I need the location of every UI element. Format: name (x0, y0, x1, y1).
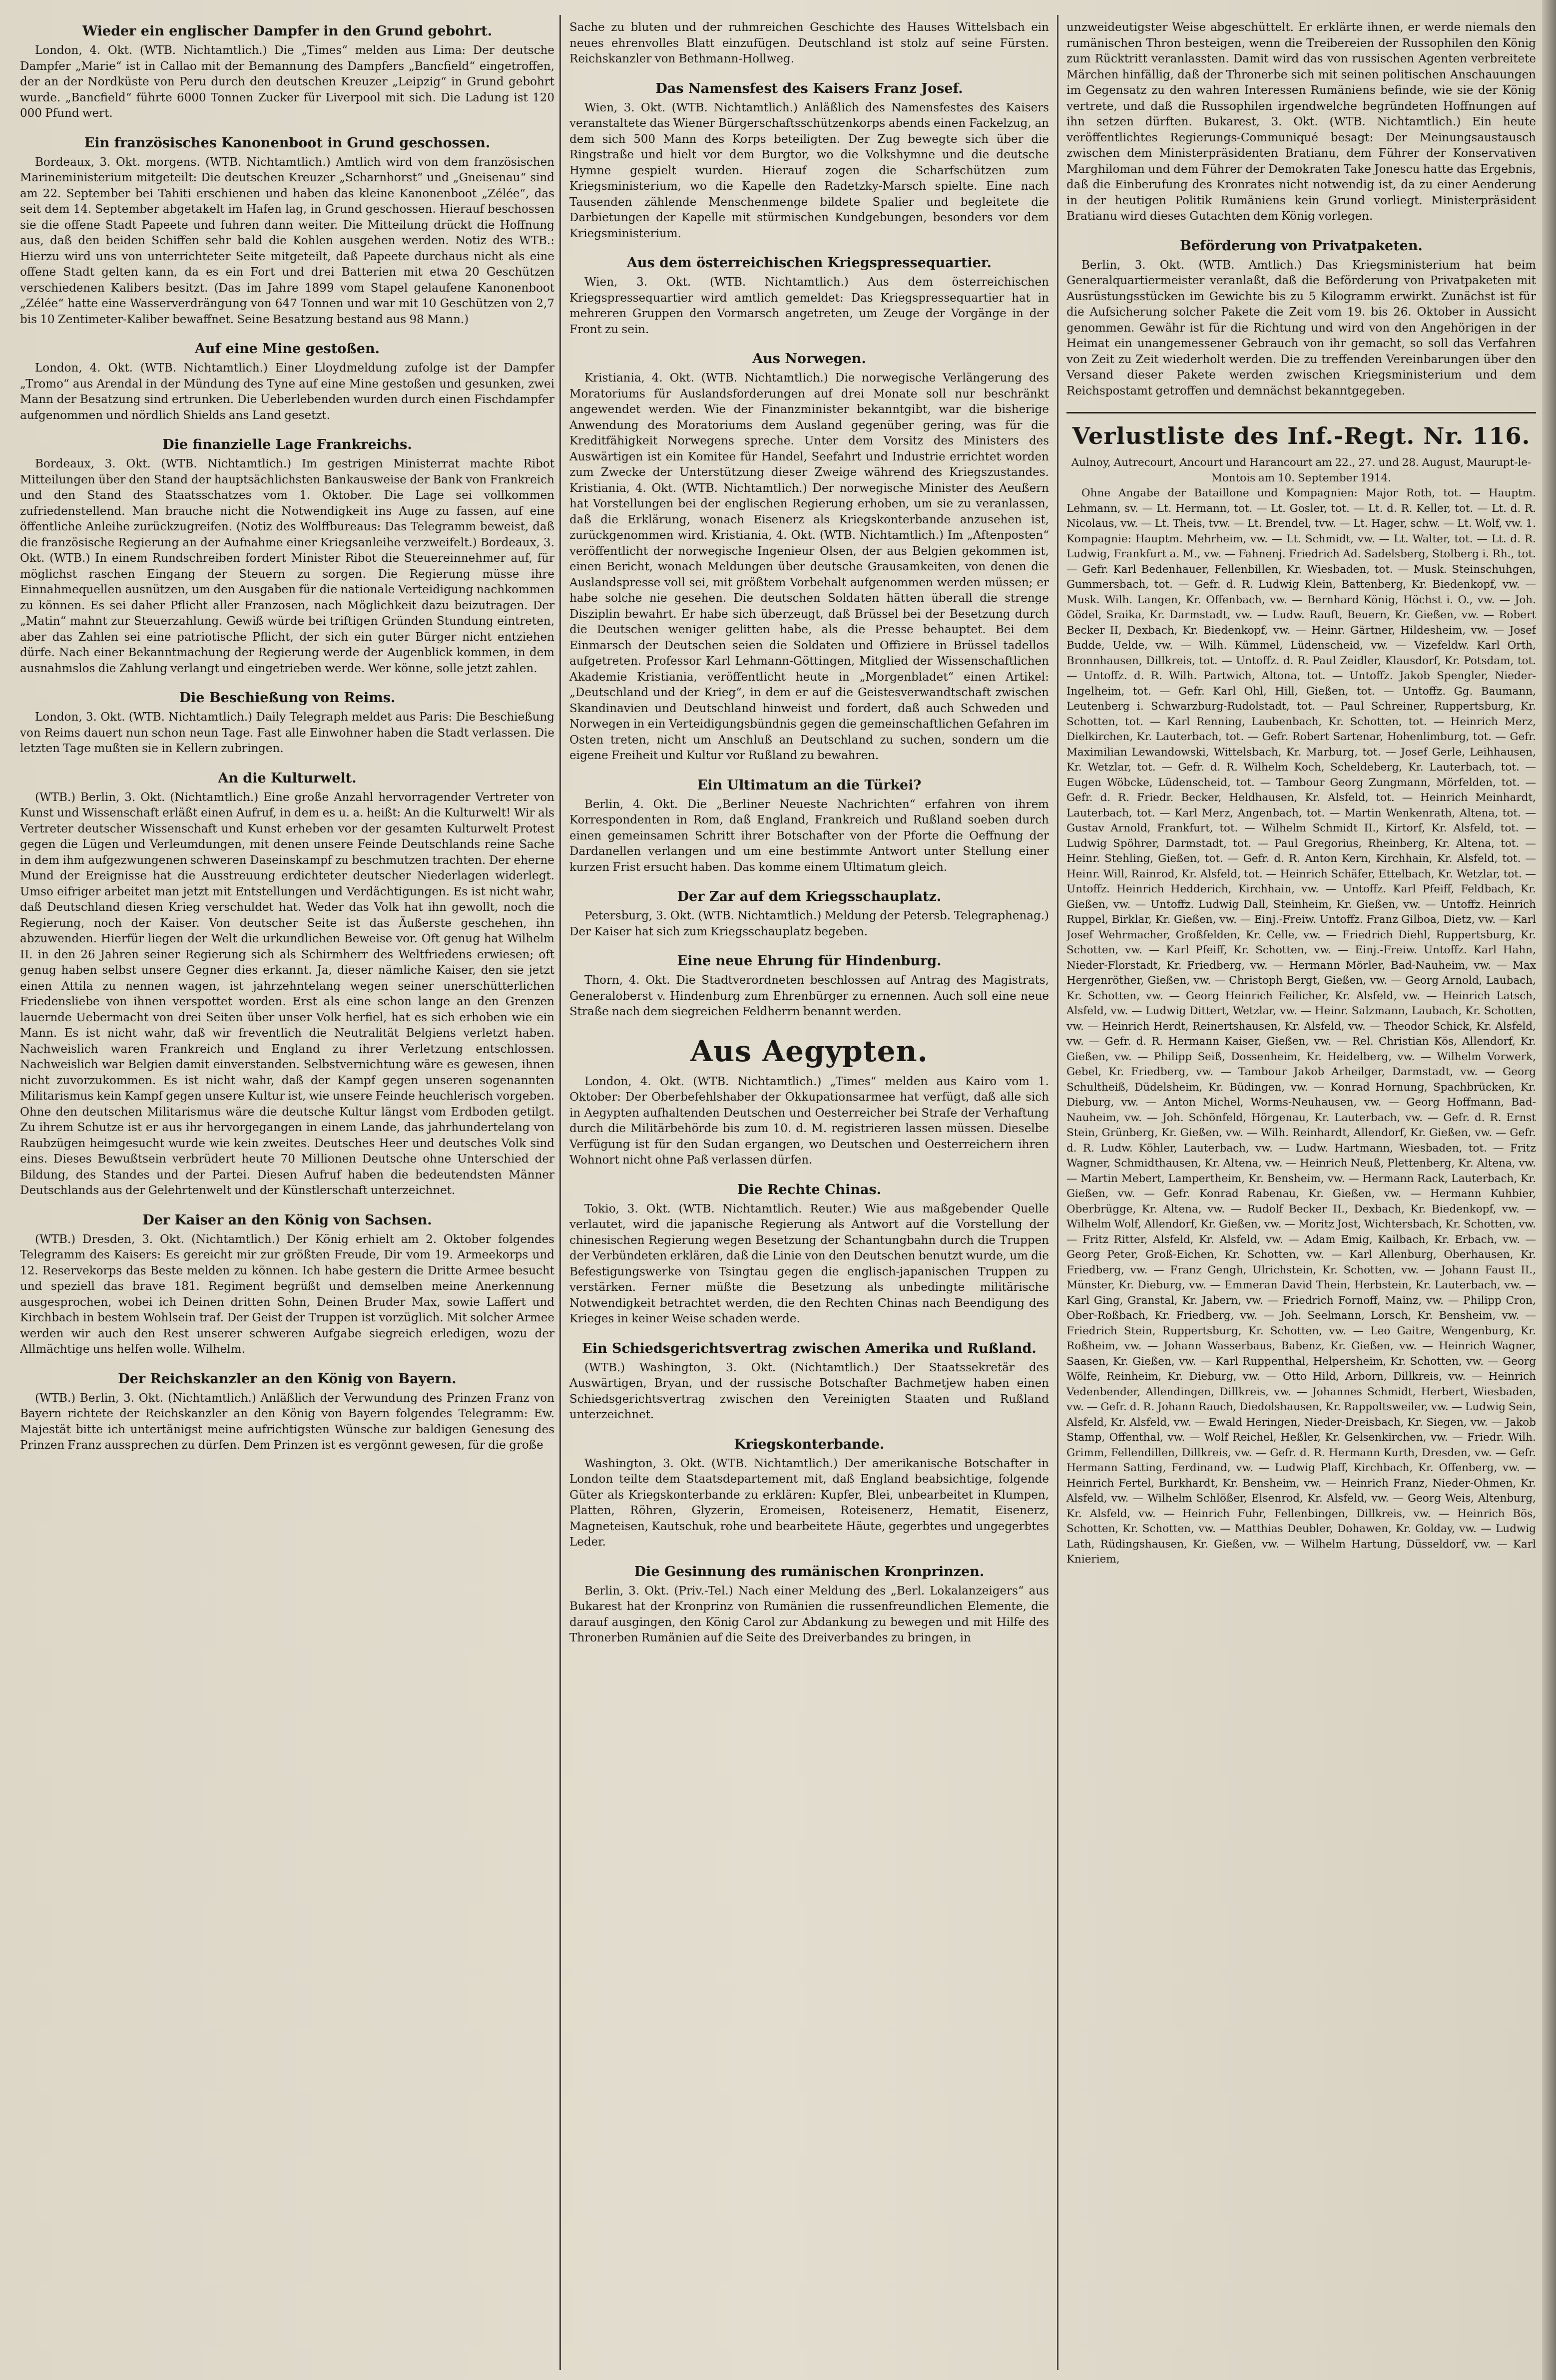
article (20, 23, 554, 122)
article-body: unzweideutigster Weise abgeschüttelt. Er erklärte ihnen, er werde niemals den rumänischen Thron besteigen, wenn die Treibereien der Russophilen den König zum Rücktritt veranlassten. Damit wird das von russischen Agenten verbreitete Märchen hinfällig, daß der Thronerbe sich mit seinen politischen Anschauungen im Gegensatz zu den wahren Interessen Rumäniens befinde, wie sie der König vertrete, und daß die Russophilen irgendwelche begründeten Hoffnungen auf ihn setzen dürften. Bukarest, 3. Okt. (WTB. Nichtamtlich.) Ein heute veröffentlichtes Regierungs-Communiqué besagt: Der Meinungsaustausch zwischen dem Ministerpräsidenten Bratianu, dem Führer der Konservativen Marghiloman und dem Führer der Demokraten Take Jonescu hatte das Ergebnis, daß die Einberufung des Kronrates nicht notwendig ist, da zu einer Aenderung in der heutigen Politik Rumäniens kein Grund vorliegt. Ministerpräsident Bratianu wird dieses Gutachten dem König vorlegen. (1066, 21, 1536, 223)
article-headline: Ein französisches Kanonenboot in Grund geschossen. (84, 135, 491, 151)
article-body: London, 4. Okt. (WTB. Nichtamtlich.) „Times“ melden aus Kairo vom 1. Oktober: Der Oberbefehlshaber der Okkupationsarmee hat verfügt, daß alle sich in Aegypten aufhaltenden Deutschen und Oesterreicher bei Strafe der Verhaftung durch die Militärbehörde bis zum 10. d. M. registrieren lassen müssen. Dieselbe Verfügung ist für den Sudan ergangen, wo Deutschen und Oesterreichern ihren Wohnort nicht ohne Paß verlassen dürfen. (569, 1075, 1049, 1167)
article-body: London, 3. Okt. (WTB. Nichtamtlich.) Daily Telegraph meldet aus Paris: Die Beschießung von Reims dauert nun schon neun Tage. Fast alle Einwohner haben die Stadt verlassen. Die letzten Tage mußten sie in Kellern zubringen. (20, 711, 554, 755)
article-headline: Aus Aegypten. (690, 1034, 928, 1068)
article-headline: Der Kaiser an den König von Sachsen. (142, 1212, 432, 1228)
article (569, 351, 1049, 764)
article-body: (WTB.) Berlin, 3. Okt. (Nichtamtlich.) Anläßlich der Verwundung des Prinzen Franz von Bayern richtete der Reichskanzler an den König von Bayern folgendes Telegramm: Ew. Majestät bitte ich untertänigst meine aufrichtigsten Wünsche zur baldigen Genesung des Prinzen Franz aussprechen zu dürfen. Dem Prinzen ist es vergönnt gewesen, für die große (20, 1391, 554, 1452)
article (569, 1182, 1049, 1327)
casualty-list (1066, 421, 1536, 1568)
article (569, 777, 1049, 876)
page-edge (1542, 0, 1556, 2380)
article-headline: Die finanzielle Lage Frankreichs. (162, 437, 412, 452)
article-headline: Auf eine Mine gestoßen. (194, 341, 380, 357)
column-rule (1057, 15, 1058, 2370)
article-body: Berlin, 3. Okt. (WTB. Amtlich.) Das Kriegsministerium hat beim Generalquartiermeister veranlaßt, daß die Beförderung von Privatpaketen mit Ausrüstungsstücken im Gewichte bis zu 5 Kilogramm erwirkt. Zunächst ist für die Aufsicherung solcher Pakete die Zeit vom 19. bis 26. Oktober in Aussicht genommen. Gewähr ist für die Richtung und wird von den Angehörigen in der Heimat ein unangemessener Gebrauch von ihr gemacht, so soll das Verfahren von Zeit zu Zeit wiederholt werden. Die zu treffenden Vereinbarungen über den Versand dieser Pakete werden zwischen Kriegsministerium und dem Reichspostamt getroffen und demnächst bekanntgegeben. (1066, 258, 1536, 397)
column-3 (1066, 20, 1536, 2365)
article (569, 953, 1049, 1020)
article (20, 770, 554, 1199)
article (20, 1371, 554, 1454)
article-headline: Wieder ein englischer Dampfer in den Grund gebohrt. (82, 23, 493, 39)
article (20, 1212, 554, 1358)
article-body: (WTB.) Berlin, 3. Okt. (Nichtamtlich.) Eine große Anzahl hervorragender Vertreter von Kunst und Wissenschaft erläßt einen Aufruf, in dem es u. a. heißt: An die Kulturwelt! Wir als Vertreter deutscher Wissenschaft und Kunst erheben vor der gesamten Kulturwelt Protest gegen die Lügen und Verleumdungen, mit denen unsere Feinde Deutschlands reine Sache in dem ihm aufgezwungenen schweren Daseinskampf zu beschmutzen trachten. Der eherne Mund der Ereignisse hat die Ausstreuung erdichteter deutscher Niederlagen widerlegt. Umso eifriger arbeitet man jetzt mit Entstellungen und Verdächtigungen. Es ist nicht wahr, daß Deutschland diesen Krieg verschuldet hat. Weder das Volk hat ihn gewollt, noch die Regierung, noch der Kaiser. Von deutscher Seite ist das Äußerste geschehen, ihn abzuwenden. Hierfür liegen der Welt die urkundlichen Beweise vor. Oft genug hat Wilhelm II. in den 26 Jahren seiner Regierung sich als Schirmherr des Weltfriedens erwiesen; oft genug haben selbst unsere Gegner dies erkannt. Ja, dieser nämliche Kaiser, den sie jetzt einen Attila zu nennen wagen, ist jahrzehntelang wegen seiner unerschütterlichen Friedensliebe von ihnen verspottet worden. Erst als eine schon lange an den Grenzen lauernde Uebermacht von drei Seiten über unser Volk herfiel, hat es sich erhoben wie ein Mann. Es ist nicht wahr, daß wir freventlich die Neutralität Belgiens verletzt haben. Nachweislich waren Frankreich und England zu ihrer Verletzung entschlossen. Nachweislich war Belgien damit einverstanden. Selbstvernichtung wäre es gewesen, ihnen nicht zuvorzukommen. Es ist nicht wahr, daß der Kampf gegen unseren sogenannten Militarismus kein Kampf gegen unsere Kultur ist, wie unsere Feinde heuchlerisch vorgeben. Ohne den deutschen Militarismus wäre die deutsche Kultur längst vom Erdboden getilgt. Zu ihrem Schutze ist er aus ihr hervorgegangen in einem Lande, das jahrhundertelang von Raubzügen heimgesucht wurde wie kein zweites. Deutsches Heer und deutsches Volk sind eins. Dieses Bewußtsein verbrüdert heute 70 Millionen Deutsche ohne Unterschied der Bildung, des Standes und der Partei. Diesen Aufruf haben die bedeutendsten Männer Deutschlands aus der Gelehrtenwelt und der Künstlerschaft unterzeichnet. (20, 791, 554, 1197)
article-headline: Aus dem österreichischen Kriegspressequartier. (626, 255, 992, 271)
article (569, 255, 1049, 338)
column-rule (559, 15, 561, 2370)
casualty-list-intro: Aulnoy, Autrecourt, Ancourt und Harancourt am 22., 27. und 28. August, Maurupt-le-Montois am 10. September 1914. (1071, 456, 1532, 484)
article-body: Sache zu bluten und der ruhmreichen Geschichte des Hauses Wittelsbach ein neues ehrenvolles Blatt einzufügen. Deutschland ist stolz auf seine Fürsten. Reichskanzler von Bethmann-Hollweg. (569, 21, 1049, 65)
column-2 (569, 20, 1049, 2365)
article-body: London, 4. Okt. (WTB. Nichtamtlich.) Die „Times“ melden aus Lima: Der deutsche Dampfer „Marie“ ist in Callao mit der Bemannung des Dampfers „Bancfield“ eingetroffen, der an der Nordküste von Peru durch den deutschen Kreuzer „Leipzig“ in Grund gebohrt wurde. „Bancfield“ führte 6000 Tonnen Zucker für Liverpool mit sich. Die Ladung ist 120 000 Pfund wert. (20, 44, 554, 120)
column-1 (20, 20, 554, 2365)
article-headline: An die Kulturwelt. (218, 770, 357, 786)
article-body: Wien, 3. Okt. (WTB. Nichtamtlich.) Anläßlich des Namensfestes des Kaisers veranstaltete das Wiener Bürgerschaftsschützenkorps abends einen Fackelzug, an dem sich 500 Mann des Korps beteiligten. Der Zug bewegte sich über die Ringstraße und hielt vor dem Burgtor, wo die Volkshymne und die deutsche Hymne gespielt wurden. Hierauf zogen die Scharfschützen zum Kriegsministerium, wo die Kapelle den Radetzky-Marsch spielte. Eine nach Tausenden zählende Menschenmenge bildete Spalier und begleitete die Darbietungen der Kapelle mit stürmischen Kundgebungen, besonders vor dem Kriegsministerium. (569, 101, 1049, 240)
article (20, 690, 554, 757)
article-headline: Der Reichskanzler an den König von Bayern. (118, 1371, 457, 1387)
article (20, 135, 554, 328)
article-headline: Die Beschießung von Reims. (179, 690, 396, 706)
article-body: (WTB.) Washington, 3. Okt. (Nichtamtlich.) Der Staatssekretär des Auswärtigen, Bryan, und der russische Botschafter Bachmetjew haben einen Schiedsgerichtsvertrag zwischen den Vereinigten Staaten und Rußland unterzeichnet. (569, 1361, 1049, 1421)
article-body: Berlin, 3. Okt. (Priv.-Tel.) Nach einer Meldung des „Berl. Lokalanzeigers“ aus Bukarest hat der Kronprinz von Rumänien die russenfreundlichen Elemente, die darauf ausgingen, den König Carol zur Abdankung zu bewegen und mit Hilfe des Thronerben Rumänien auf die Seite des Dreiverbandes zu bringen, in (569, 1584, 1049, 1644)
article-headline: Die Rechte Chinas. (737, 1182, 882, 1197)
article (569, 1033, 1049, 1169)
article-body: Bordeaux, 3. Okt. (WTB. Nichtamtlich.) Im gestrigen Ministerrat machte Ribot Mitteilungen über den Stand der hauptsächlichsten Bankausweise der Bank von Frankreich und den Stand des Staatsschatzes vom 1. Oktober. Die Lage sei vollkommen zufriedenstellend. Man brauche nicht die Notwendigkeit ins Auge zu fassen, auf eine öffentliche Anleihe zurückzugreifen. (Notiz des Wolffbureaus: Das Telegramm beweist, daß die französische Regierung an der Aufnahme einer Kriegsanleihe verzweifelt.) Bordeaux, 3. Okt. (WTB.) In einem Rundschreiben fordert Minister Ribot die Steuereinnehmer auf, für möglichst raschen Eingang der Steuern zu sorgen. Die Regierung müsse ihre Einnahmequellen ausnützen, um den Ausgaben für die nationale Verteidigung nachkommen zu können. Es sei daher Pflicht aller Franzosen, nach Möglichkeit dazu beizutragen. Der „Matin“ mahnt zur Steuerzahlung. Gewiß würde bei triftigen Gründen Stundung eintreten, aber das Zahlen sei eine patriotische Pflicht, der sich ein guter Bürger nicht entziehen dürfe. Nach einer Bekanntmachung der Regierung werde der Augenblick kommen, in dem ausnahmslos die Zahlung verlangt und eingetrieben werde. Wer könne, solle jetzt zahlen. (20, 457, 554, 675)
casualty-list-title: Verlustliste des Inf.-Regt. Nr. 116. (1072, 422, 1531, 449)
article-body: Berlin, 4. Okt. Die „Berliner Neueste Nachrichten“ erfahren von ihrem Korrespondenten in Rom, daß England, Frankreich und Rußland soeben durch einen gemeinsamen Schritt ihrer Botschafter von der Pforte die Oeffnung der Dardanellen verlangen und um eine bestimmte Antwort unter Stellung einer kurzen Frist ersucht haben. Das komme einem Ultimatum gleich. (569, 797, 1049, 874)
article (20, 341, 554, 423)
article (20, 436, 554, 677)
article-body: (WTB.) Dresden, 3. Okt. (Nichtamtlich.) Der König erhielt am 2. Oktober folgendes Telegramm des Kaisers: Es gereicht mir zur größten Freude, Dir vom 19. Armeekorps und 12. Reservekorps das Beste melden zu können. Ich habe gestern die Dritte Armee besucht und speziell das brave 181. Regiment begrüßt und demselben meine Anerkennung ausgesprochen, wobei ich Deinen dritten Sohn, Deinen Bruder Max, sowie Laffert und Kirchbach in bestem Wohlsein traf. Der Geist der Truppen ist vorzüglich. Mit solcher Armee werden wir auch den Rest unserer schweren Aufgabe siegreich erledigen, wozu der Allmächtige uns helfen wolle. Wilhelm. (20, 1232, 554, 1356)
article (569, 888, 1049, 940)
article-headline: Die Gesinnung des rumänischen Kronprinzen. (634, 1564, 985, 1580)
article (569, 1564, 1049, 1646)
article-body: Tokio, 3. Okt. (WTB. Nichtamtlich. Reuter.) Wie aus maßgebender Quelle verlautet, wird die japanische Regierung als Antwort auf die Vorstellung der chinesischen Regierung wegen Besetzung der Schantungbahn durch die Truppen der Verbündeten erklären, daß die Linie von den Deutschen benutzt wurde, um die Befestigungswerke von Tsingtau gegen die englisch-japanischen Truppen zu verstärken. Ferner müßte die Besetzung als unbedingte militärische Notwendigkeit betrachtet werden, die den Rechten Chinas nach Beendigung des Krieges in keiner Weise schaden werde. (569, 1202, 1049, 1325)
article-headline: Ein Schiedsgerichtsvertrag zwischen Amerika und Rußland. (582, 1340, 1037, 1356)
article-body: Wien, 3. Okt. (WTB. Nichtamtlich.) Aus dem österreichischen Kriegspressequartier wird amtlich gemeldet: Das Kriegspressequartier hat in mehreren Gruppen den Vormarsch angetreten, um Zeuge der Vorgänge in der Front zu sein. (569, 276, 1049, 336)
article (1066, 238, 1536, 399)
article-body: Kristiania, 4. Okt. (WTB. Nichtamtlich.) Die norwegische Verlängerung des Moratoriums für Auslandsforderungen auf drei Monate soll nur beschränkt angewendet werden. Wie der Finanzminister bekanntgibt, war die bisherige Anwendung des Moratoriums dem Ausland gegenüber gering, was für die Kreditfähigkeit Norwegens spreche. Unter dem Vorsitz des Ministers des Auswärtigen ist ein Komitee für Handel, Seefahrt und Industrie errichtet worden zum Zwecke der Unterstützung dieser Zweige während des Kriegszustandes. Kristiania, 4. Okt. (WTB. Nichtamtlich.) Der norwegische Minister des Aeußern hat Vorstellungen bei der englischen Regierung erhoben, um sie zu veranlassen, daß die Erklärung, wonach Eisenerz als Kriegskonterbande anzusehen ist, zurückgenommen wird. Kristiania, 4. Okt. (WTB. Nichtamtlich.) Im „Aftenposten“ veröffentlicht der norwegische Ingenieur Olsen, der aus Belgien gekommen ist, einen Bericht, wonach Meldungen über deutsche Grausamkeiten, von denen die Auslandspresse voll sei, mit größtem Vorbehalt aufgenommen werden müssen; er habe solche nie gesehen. Die deutschen Soldaten hätten überall die strenge Disziplin bewahrt. Er habe sich überzeugt, daß Brüssel bei der Besetzung durch die Deutschen weniger gelitten habe, als die Presse behauptet. Bei dem Einmarsch der Deutschen seien die Soldaten und Offiziere in Brüssel tadellos aufgetreten. Professor Karl Lehmann-Göttingen, Mitglied der Wissenschaftlichen Akademie Kristiania, veröffentlicht heute in „Morgenbladet“ einen Artikel: „Deutschland und der Krieg“, in dem er auf die Geistesverwandtschaft zwischen Skandinavien und Deutschland hinweist und fordert, daß auch Schweden und Norwegen in ein Verteidigungsbündnis gegen die gemeinschaftlichen Gefahren im Osten treten, nicht um Anschluß an Deutschland zu suchen, sondern um die eigene Freiheit und Kultur vor Rußland zu bewahren. (569, 372, 1049, 762)
section-rule (1066, 412, 1536, 413)
article (569, 80, 1049, 242)
article-headline: Der Zar auf dem Kriegsschauplatz. (677, 889, 942, 904)
article (569, 1340, 1049, 1423)
article (569, 20, 1049, 67)
article-body: Petersburg, 3. Okt. (WTB. Nichtamtlich.) Meldung der Petersb. Telegraphenag.) Der Kaiser hat sich zum Kriegsschauplatz begeben. (569, 909, 1049, 938)
casualty-list-text: Ohne Angabe der Bataillone und Kompagnien: Major Roth, tot. — Hauptm. Lehmann, sv. — Lt. Hermann, tot. — Lt. Gosler, tot. — Lt. d. R. Keller, tot. — Lt. d. R. Nicolaus, vw. — Lt. Theis, tvw. — Lt. Brendel, tvw. — Lt. Hager, schw. — Lt. Wolf, vw. 1. Kompagnie: Hauptm. Mehrheim, vw. — Lt. Schmidt, vw. — Lt. Walter, tot. — Lt. d. R. Ludwig, Frankfurt a. M., vw. — Fahnenj. Friedrich Ad. Sadelsberg, Stolberg i. Rh., tot. — Gefr. Karl Bedenhauer, Fellenbillen, Kr. Wiesbaden, tot. — Musk. Steinschuhgen, Gummersbach, tot. — Gefr. d. R. Ludwig Klein, Battenberg, Kr. Biedenkopf, vw. — Musk. Wilh. Langen, Kr. Offenbach, vw. — Bernhard König, Höchst i. O., vw. — Joh. Gödel, Sraika, Kr. Darmstadt, vw. — Ludw. Rauft, Beuern, Kr. Gießen, vw. — Robert Becker II, Dexbach, Kr. Biedenkopf, vw. — Heinr. Gärtner, Hildesheim, vw. — Josef Budde, Uelde, vw. — Wilh. Kümmel, Lüdenscheid, vw. — Vizefeldw. Karl Orth, Bronnhausen, Dillkreis, tot. — Untoffz. d. R. Paul Zeidler, Klausdorf, Kr. Potsdam, tot. — Untoffz. d. R. Wilh. Partwich, Altona, tot. — Untoffz. Jakob Spengler, Nieder-Ingelheim, tot. — Gefr. Karl Ohl, Hill, Gießen, tot. — Untoffz. Gg. Baumann, Leutenberg i. Schwarzburg-Rudolstadt, tot. — Paul Schreiner, Ruppertsburg, Kr. Schotten, tot. — Karl Renning, Laubenbach, Kr. Schotten, tot. — Heinrich Merz, Dielkirchen, Kr. Lauterbach, tot. — Gefr. Robert Sartenar, Hohenlimburg, tot. — Gefr. Maximilian Lewandowski, Wittelsbach, Kr. Marburg, tot. — Josef Gerle, Leihhausen, Kr. Wetzlar, tot. — Gefr. d. R. Wilhelm Koch, Scheldeberg, Kr. Lauterbach, tot. — Eugen Wöbcke, Lüdenscheid, tot. — Tambour Georg Zungmann, Mörfelden, tot. — Gefr. d. R. Friedr. Becker, Heldhausen, Kr. Alsfeld, tot. — Heinrich Meinhardt, Lauterbach, tot. — Karl Merz, Angenbach, tot. — Martin Wenkenrath, Altena, tot. — Gustav Arnold, Frankfurt, tot. — Wilhelm Schmidt II., Kirtorf, Kr. Alsfeld, tot. — Ludwig Spöhrer, Darmstadt, tot. — Paul Gregorius, Rheinberg, Kr. Altena, tot. — Heinr. Stehling, Gießen, tot. — Gefr. d. R. Anton Kern, Kirchhain, Kr. Alsfeld, tot. — Heinr. Will, Rainrod, Kr. Alsfeld, tot. — Heinrich Schäfer, Ettelbach, Kr. Wetzlar, tot. — Untoffz. Heinrich Hedderich, Kirchhain, vw. — Untoffz. Karl Pfeiff, Feldbach, Kr. Gießen, vw. — Untoffz. Ludwig Dall, Steinheim, Kr. Gießen, vw. — Untoffz. Heinrich Ruppel, Birklar, Kr. Gießen, vw. — Einj.-Freiw. Untoffz. Franz Gilboa, Dietz, vw. — Karl Josef Wehrmacher, Großfelden, Kr. Celle, vw. — Friedrich Diehl, Ruppertsburg, Kr. Schotten, vw. — Karl Pfeiff, Kr. Schotten, vw. — Einj.-Freiw. Untoffz. Karl Hahn, Nieder-Florstadt, Kr. Friedberg, vw. — Hermann Mörler, Bad-Nauheim, vw. — Max Hergenröther, Gießen, vw. — Christoph Bergt, Gießen, vw. — Georg Arnold, Laubach, Kr. Schotten, vw. — Georg Heinrich Feilicher, Kr. Alsfeld, vw. — Heinrich Latsch, Alsfeld, vw. — Ludwig Dittert, Wetzlar, vw. — Heinr. Salzmann, Laubach, Kr. Schotten, vw. — Heinrich Herdt, Reinertshausen, Kr. Alsfeld, vw. — Theodor Schick, Kr. Alsfeld, vw. — Gefr. d. R. Hermann Kaiser, Gießen, vw. — Rel. Christian Kös, Allendorf, Kr. Gießen, vw. — Philipp Seiß, Dossenheim, Kr. Heidelberg, vw. — Wilhelm Vorwerk, Gebel, Kr. Friedberg, vw. — Tambour Jakob Arheilger, Darmstadt, vw. — Georg Schultheiß, Düdelsheim, Kr. Büdingen, vw. — Konrad Hornung, Spachbrücken, Kr. Dieburg, vw. — Anton Michel, Worms-Neuhausen, vw. — Georg Hoffmann, Bad-Nauheim, vw. — Joh. Schönfeld, Hörgenau, Kr. Lauterbach, vw. — Gefr. d. R. Ernst Stein, Grünberg, Kr. Gießen, vw. — Wilh. Reinhardt, Allendorf, Kr. Gießen, vw. — Gefr. d. R. Ludw. Köhler, Lauterbach, vw. — Ludw. Hartmann, Wiesbaden, tot. — Fritz Wagner, Schmidthausen, Kr. Altena, vw. — Heinrich Neuß, Plettenberg, Kr. Altena, vw. — Martin Mebert, Lampertheim, Kr. Bensheim, vw. — Hermann Rack, Lauterbach, Kr. Gießen, vw. — Gefr. Konrad Rabenau, Kr. Gießen, vw. — Hermann Kuhbier, Oberbrügge, Kr. Altena, vw. — Rudolf Becker II., Dexbach, Kr. Biedenkopf, vw. — Wilhelm Wolf, Allendorf, Kr. Gießen, vw. — Moritz Jost, Wichtersbach, Kr. Schotten, vw. — Fritz Ritter, Alsfeld, Kr. Alsfeld, vw. — Adam Emig, Kailbach, Kr. Erbach, vw. — Georg Peter, Groß-Eichen, Kr. Schotten, vw. — Karl Allenburg, Oberhausen, Kr. Friedberg, vw. — Franz Gengh, Ulrichstein, Kr. Schotten, vw. — Johann Faust II., Münster, Kr. Dieburg, vw. — Emmeran David Thein, Herbstein, Kr. Lauterbach, vw. — Karl Ging, Granstal, Kr. Jabern, vw. — Friedrich Fornoff, Mainz, vw. — Philipp Cron, Ober-Roßbach, Kr. Friedberg, vw. — Joh. Seelmann, Lorsch, Kr. Bensheim, vw. — Friedrich Stein, Ruppertsburg, Kr. Schotten, vw. — Leo Gaitre, Wengenburg, Kr. Roßheim, vw. — Johann Wasserbaus, Babenz, Kr. Gießen, vw. — Heinrich Wagner, Saasen, Kr. Gießen, vw. — Karl Ruppenthal, Helpersheim, Kr. Schotten, vw. — Georg Wölfe, Reinheim, Kr. Dieburg, vw. — Otto Hild, Arborn, Dillkreis, vw. — Heinrich Vedenbender, Allendingen, Dillkreis, vw. — Johannes Schmidt, Herbert, Wiesbaden, vw. — Gefr. d. R. Johann Rauch, Diedolshausen, Kr. Rappoltsweiler, vw. — Ludwig Sein, Alsfeld, Kr. Alsfeld, vw. — Ewald Heringen, Nieder-Dreisbach, Kr. Siegen, vw. — Jakob Stamp, Offenthal, vw. — Wolf Reichel, Heßler, Kr. Gelsenkirchen, vw. — Friedr. Wilh. Grimm, Fellendillen, Dillkreis, vw. — Gefr. d. R. Hermann Kurth, Dresden, vw. — Gefr. Hermann Satting, Ferdinand, vw. — Ludwig Plaff, Kirchbach, Kr. Offenberg, vw. — Heinrich Fertel, Burkhardt, Kr. Bensheim, vw. — Heinrich Franz, Nieder-Ohmen, Kr. Alsfeld, vw. — Wilhelm Schlößer, Elsenrod, Kr. Alsfeld, vw. — Georg Weis, Altenburg, Kr. Alsfeld, vw. — Heinrich Fuhr, Fellenbingen, Dillkreis, vw. — Heinrich Bös, Schotten, Kr. Schotten, vw. — Matthias Deubler, Dohawen, Kr. Golday, vw. — Ludwig Lath, Rüdingshausen, Kr. Gießen, vw. — Wilhelm Hartung, Düsseldorf, vw. — Karl Knieriem, (1066, 487, 1536, 1566)
article (1066, 20, 1536, 225)
article-headline: Ein Ultimatum an die Türkei? (697, 777, 922, 793)
article (569, 1436, 1049, 1551)
article-headline: Kriegskonterbande. (734, 1436, 885, 1452)
article-body: Bordeaux, 3. Okt. morgens. (WTB. Nichtamtlich.) Amtlich wird von dem französischen Marineministerium mitgeteilt: Die deutschen Kreuzer „Scharnhorst“ und „Gneisenau“ sind am 22. September bei Tahiti erschienen und haben das kleine Kanonenboot „Zélée“, das seit dem 14. September abgetakelt im Hafen lag, in Grund geschossen. Hierauf beschossen sie die offene Stadt Papeete und fuhren dann weiter. Die Mitteilung drückt die Hoffnung aus, daß den beiden Schiffen sehr bald die Kohlen ausgehen werden. Notiz des WTB.: Hierzu wird uns von unterrichteter Seite mitgeteilt, daß Papeete durchaus nicht als eine offene Stadt gelten kann, da es ein Fort und drei Batterien mit etwa 20 Geschützen verschiedenen Kalibers besitzt. (Das im Jahre 1899 vom Stapel gelaufene Kanonenboot „Zélée“ hatte eine Wasserverdrängung von 647 Tonnen und war mit 10 Geschützen von 2,7 bis 10 Zentimeter-Kaliber bewaffnet. Seine Besatzung bestand aus 98 Mann.) (20, 155, 554, 326)
article-headline: Aus Norwegen. (752, 351, 866, 367)
article-headline: Beförderung von Privatpaketen. (1180, 238, 1423, 254)
article-body: Washington, 3. Okt. (WTB. Nichtamtlich.) Der amerikanische Botschafter in London teilte dem Staatsdepartement mit, daß England beabsichtige, folgende Güter als Kriegskonterbande zu erklären: Kupfer, Blei, unbearbeitet in Klumpen, Platten, Röhren, Glyzerin, Eromeisen, Roteisenerz, Hematit, Eisenerz, Magneteisen, Kautschuk, rohe und bearbeitete Häute, gegerbtes und ungegerbtes Leder. (569, 1457, 1049, 1549)
article-headline: Eine neue Ehrung für Hindenburg. (677, 953, 942, 969)
article-body: Thorn, 4. Okt. Die Stadtverordneten beschlossen auf Antrag des Magistrats, Generaloberst v. Hindenburg zum Ehrenbürger zu ernennen. Auch soll eine neue Straße nach dem siegreichen Feldherrn benannt werden. (569, 974, 1049, 1018)
article-headline: Das Namensfest des Kaisers Franz Josef. (655, 80, 963, 96)
article-body: London, 4. Okt. (WTB. Nichtamtlich.) Einer Lloydmeldung zufolge ist der Dampfer „Tromo“ aus Arendal in der Mündung des Tyne auf eine Mine gestoßen und gesunken, zwei Mann der Besatzung sind ertrunken. Die Ueberlebenden wurden durch einen Fischdampfer aufgenommen und nördlich Shields ans Land gesetzt. (20, 362, 554, 422)
